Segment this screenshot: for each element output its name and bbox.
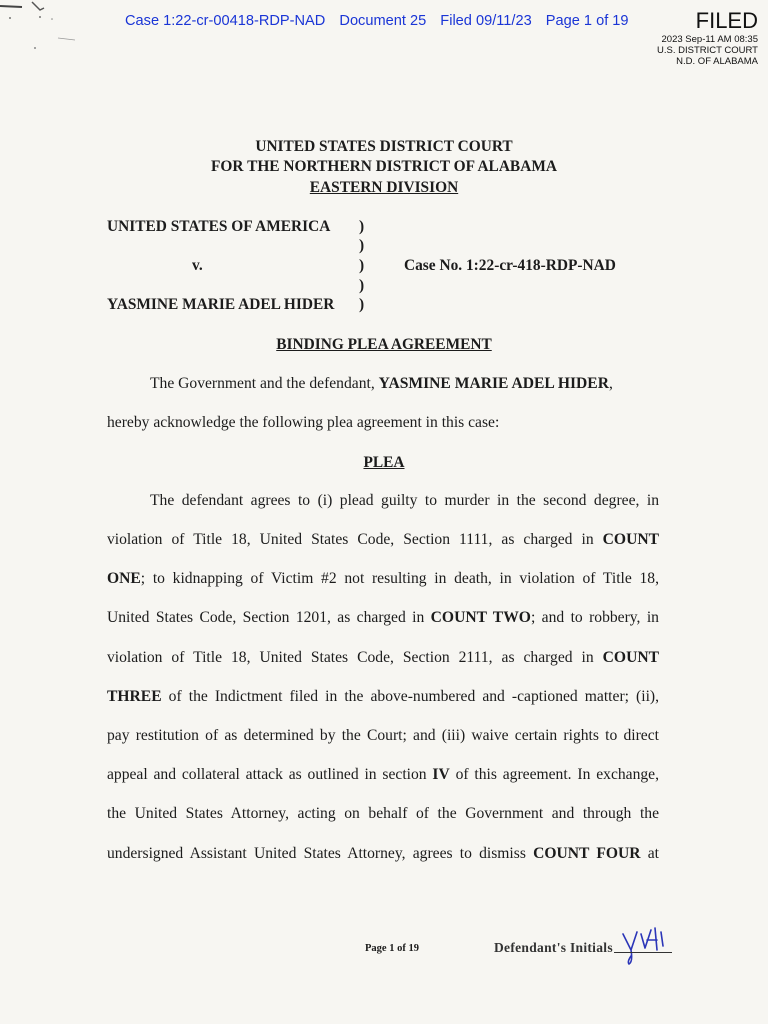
body-bold: ONE (107, 570, 141, 587)
page-count-stamp: Page 1 of 19 (545, 13, 629, 29)
body-bold: COUNT (602, 531, 659, 548)
initials-line (614, 952, 672, 953)
intro-text: The Government and the defendant, (150, 375, 379, 392)
body-text: appeal and collateral attack as outlined in section (107, 766, 433, 783)
body-line (107, 531, 659, 549)
case-filing-stamp (125, 13, 639, 29)
body-text: of this agreement. In exchange, (449, 766, 659, 783)
document-number-stamp: Document 25 (339, 13, 427, 29)
body-bold: COUNT TWO (430, 609, 531, 626)
case-number: Case No. 1:22-cr-418-RDP-NAD (404, 257, 616, 274)
court-division: EASTERN DIVISION (309, 179, 459, 196)
body-bold: COUNT FOUR (533, 845, 641, 862)
filed-stamp (608, 8, 758, 67)
body-line (107, 688, 659, 706)
scan-artifact-marks (0, 0, 90, 60)
intro-line (150, 375, 659, 393)
caption-paren: ) (359, 218, 365, 235)
caption-paren: ) (359, 257, 365, 274)
body-text: undersigned Assistant United States Attorney, agrees to dismiss (107, 845, 534, 862)
body-line: The defendant agrees to (i) plead guilty to murder in the second degree, in (150, 492, 659, 509)
body-line: pay restitution of as determined by the Court; and (iii) waive certain rights to direct (107, 727, 659, 744)
body-text: of the Indictment filed in the above-numbered and -captioned matter; (ii), (161, 688, 659, 705)
court-name: UNITED STATES DISTRICT COURT (255, 138, 513, 155)
caption-plaintiff: UNITED STATES OF AMERICA (107, 218, 331, 235)
court-district: FOR THE NORTHERN DISTRICT OF ALABAMA (211, 158, 557, 175)
body-text: ; to kidnapping of Victim #2 not resulting in death, in violation of Title 18, (140, 570, 659, 587)
defendant-name: YASMINE MARIE ADEL HIDER (378, 375, 609, 392)
body-text: United States Code, Section 1201, as charged in (107, 609, 431, 626)
body-text: violation of Title 18, United States Code, Section 2111, as charged in (107, 649, 603, 666)
footer-initials-label: Defendant's Initials (494, 940, 613, 955)
footer-page-number: Page 1 of 19 (365, 943, 419, 954)
caption-paren: ) (359, 277, 365, 294)
body-bold: IV (432, 766, 450, 783)
body-text: at (640, 845, 659, 862)
body-line (107, 570, 659, 588)
document-title: BINDING PLEA AGREEMENT (276, 336, 492, 353)
filed-date-stamp: Filed 09/11/23 (440, 13, 532, 29)
body-line (107, 845, 659, 863)
body-bold: COUNT (602, 649, 659, 666)
caption-paren: ) (359, 237, 365, 254)
filed-datetime: 2023 Sep-11 AM 08:35 (661, 34, 758, 45)
body-line: the United States Attorney, acting on behalf of the Government and through the (107, 805, 659, 822)
body-line (107, 766, 659, 784)
case-number-stamp: Case 1:22-cr-00418-RDP-NAD (125, 13, 326, 29)
handwritten-initials-signature (617, 920, 677, 968)
filed-label: FILED (695, 8, 758, 33)
intro-text: , (608, 375, 613, 392)
section-heading-plea: PLEA (363, 454, 405, 471)
filed-court-line1: U.S. DISTRICT COURT (657, 45, 758, 56)
body-line (107, 609, 659, 627)
filed-court-line2: N.D. OF ALABAMA (676, 56, 758, 67)
body-bold: THREE (107, 688, 162, 705)
body-text: violation of Title 18, United States Code, Section 1111, as charged in (107, 531, 603, 548)
caption-paren: ) (359, 296, 365, 313)
caption-defendant: YASMINE MARIE ADEL HIDER (107, 296, 335, 313)
intro-line: hereby acknowledge the following plea agreement in this case: (107, 414, 500, 431)
body-text: ; and to robbery, in (530, 609, 659, 626)
caption-versus: v. (192, 257, 203, 274)
body-line (107, 649, 659, 667)
